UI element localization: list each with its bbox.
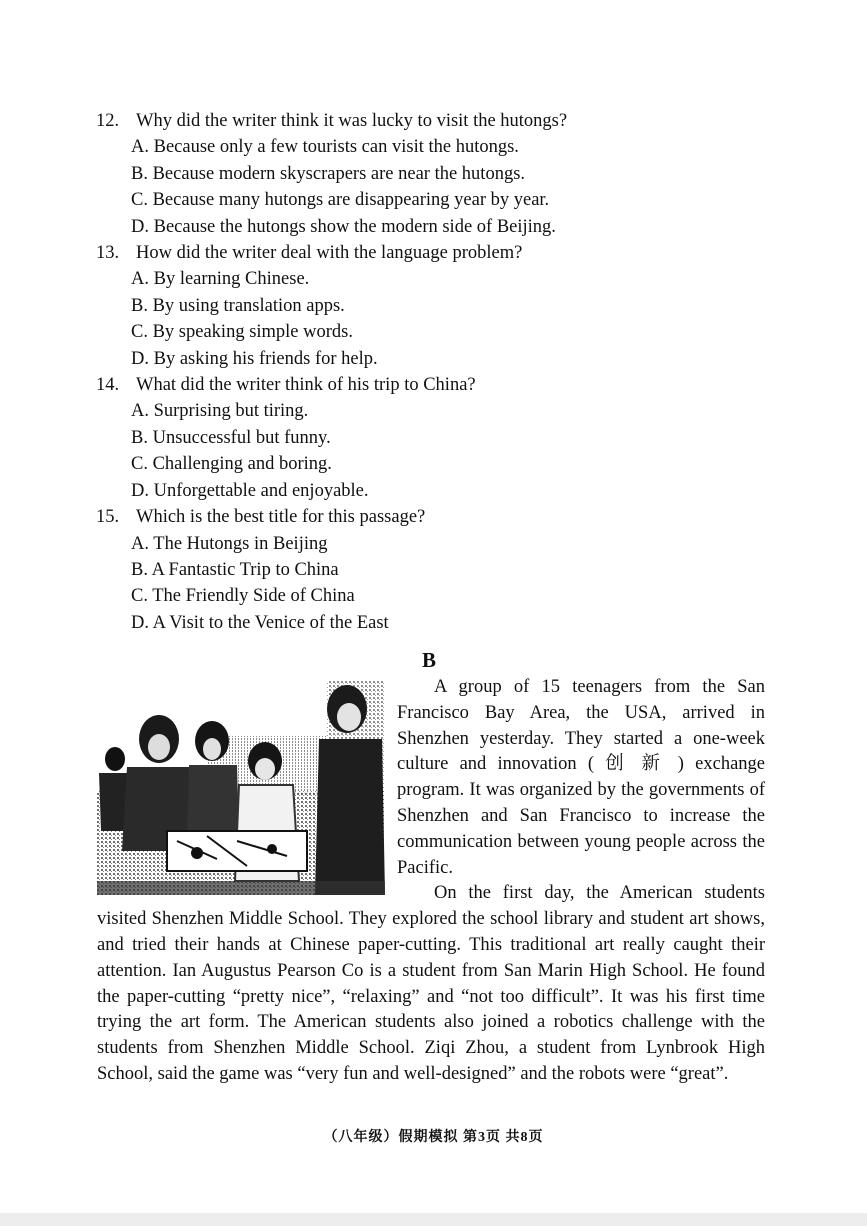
- question-text: Which is the best title for this passage?: [136, 507, 426, 528]
- option-d: D. Because the hutongs show the modern side of Beijing.: [131, 216, 556, 237]
- reading-passage-b: [97, 675, 765, 1088]
- question-13: [96, 240, 796, 372]
- question-12: [96, 108, 796, 240]
- option-a: A. Surprising but tiring.: [131, 401, 309, 422]
- scan-edge: [0, 1213, 867, 1226]
- option-b: B. Because modern skyscrapers are near the hutongs.: [131, 163, 526, 184]
- option-c: C. Challenging and boring.: [131, 454, 332, 475]
- section-heading: B: [422, 648, 437, 672]
- question-list: [96, 108, 796, 636]
- option-b: B. A Fantastic Trip to China: [131, 559, 339, 580]
- question-number: 15.: [96, 507, 120, 528]
- passage-paragraph: A group of 15 teenagers from the San Francisco Bay Area, the USA, arrived in Shenzhen yesterday. They started a one-week culture and innovation ( 创 新 ) exchange program. It was organized by the governments of Shenzhen and San Francisco to increase the communication between young people across the Pacific.: [397, 677, 765, 878]
- question-number: 14.: [96, 375, 120, 396]
- question-number: 13.: [96, 243, 120, 264]
- option-b: B. Unsuccessful but funny.: [131, 427, 331, 448]
- question-text: What did the writer think of his trip to China?: [136, 375, 476, 396]
- question-text: How did the writer deal with the language problem?: [136, 243, 523, 264]
- option-c: C. Because many hutongs are disappearing year by year.: [131, 190, 550, 211]
- option-c: C. By speaking simple words.: [131, 322, 353, 343]
- question-number: 12.: [96, 111, 120, 131]
- passage-paragraph: On the first day, the American students visited Shenzhen Middle School. They explored the school library and student art shows, and tried their hands at Chinese paper-cutting. This traditional art really caught their attention. Ian Augustus Pearson Co is a student from San Marin High School. He found the paper-cutting “pretty nice”, “relaxing” and “not too difficult”. It was his first time trying the art form. The American students also joined a robotics challenge with the students from Shenzhen Middle School. Ziqi Zhou, a student from Lynbrook High School, said the game was “very fun and well-designed” and the robots were “great”.: [97, 883, 765, 1084]
- option-c: C. The Friendly Side of China: [131, 586, 355, 607]
- option-a: A. The Hutongs in Beijing: [131, 533, 328, 554]
- question-14: [96, 372, 796, 504]
- option-d: D. Unforgettable and enjoyable.: [131, 480, 369, 501]
- option-b: B. By using translation apps.: [131, 295, 345, 316]
- option-d: D. By asking his friends for help.: [131, 348, 378, 369]
- page-footer: （八年级）假期模拟 第3页 共8页: [323, 1130, 544, 1145]
- photo-spacer: [97, 675, 397, 897]
- question-15: [96, 504, 796, 636]
- option-d: D. A Visit to the Venice of the East: [131, 612, 389, 633]
- option-a: A. By learning Chinese.: [131, 269, 310, 290]
- question-text: Why did the writer think it was lucky to visit the hutongs?: [136, 111, 568, 131]
- option-a: A. Because only a few tourists can visit the hutongs.: [131, 137, 519, 158]
